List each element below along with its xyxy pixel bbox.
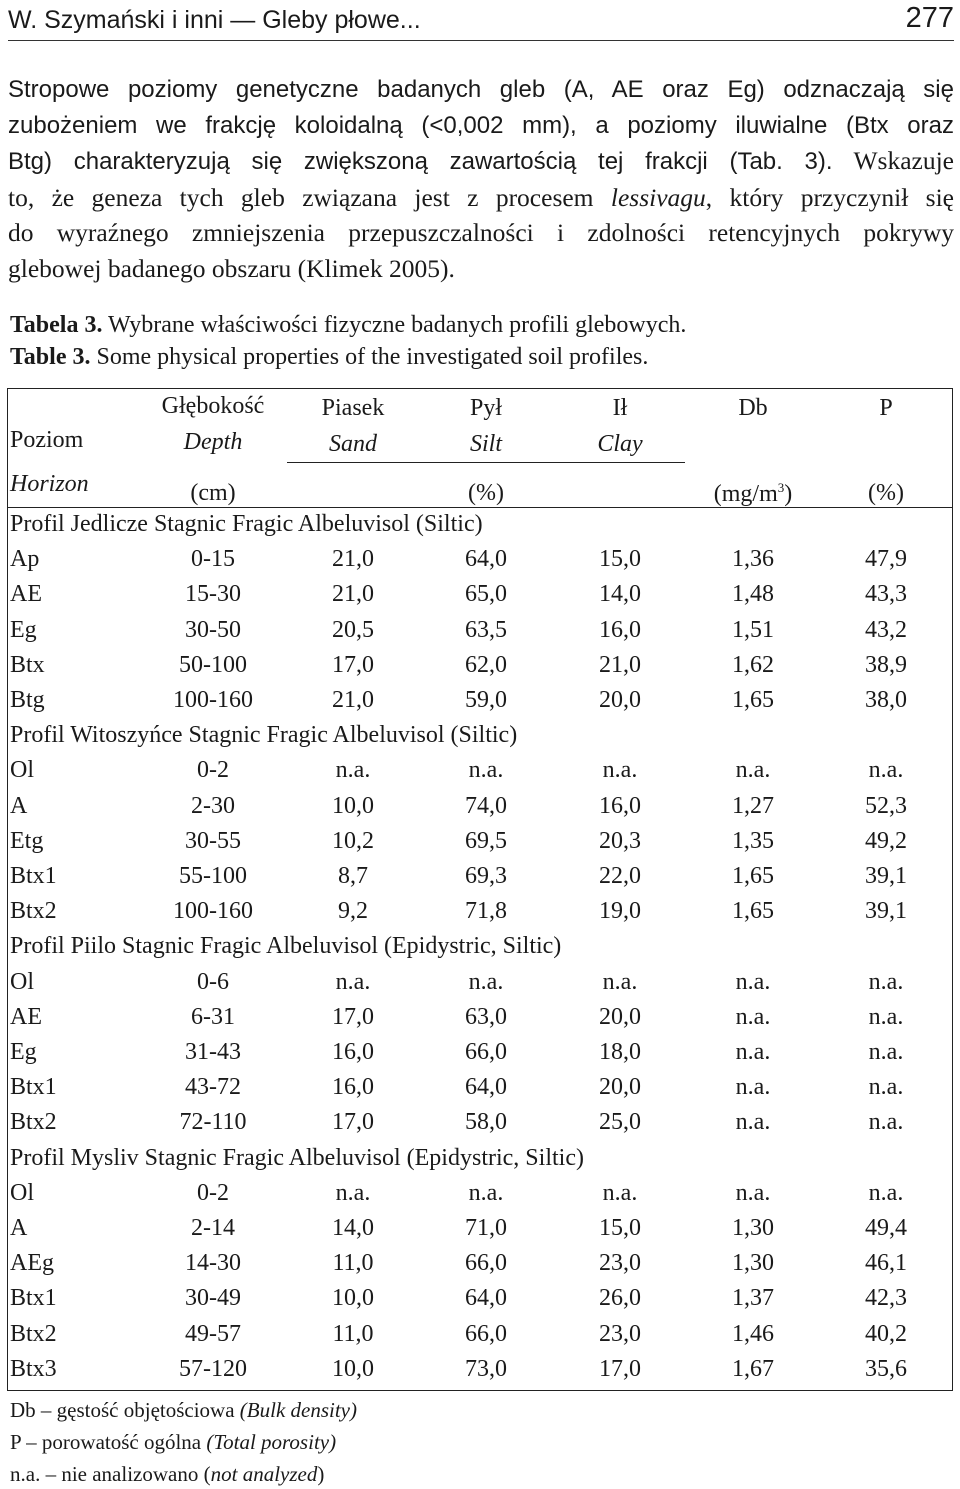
page-number: 277	[905, 2, 954, 34]
cell-sand: n.a.	[335, 968, 371, 995]
cell-db: 1,65	[732, 898, 774, 925]
cell-sand: 21,0	[332, 687, 374, 713]
cell-sand: 17,0	[332, 1003, 374, 1030]
cell-silt: 59,0	[465, 687, 507, 713]
cell-sand: 14,0	[332, 1215, 374, 1241]
cell-horizon: Eg	[10, 616, 37, 643]
cell-db: n.a.	[735, 968, 771, 995]
cell-horizon: Etg	[10, 827, 44, 854]
profile-title: Profil Witoszyńce Stagnic Fragic Albeluvisol (Siltic)	[10, 722, 518, 749]
legend-english: (Total porosity)	[206, 1430, 337, 1454]
running-header	[8, 0, 954, 41]
cell-horizon: Btx1	[10, 863, 57, 889]
cell-sand: 11,0	[332, 1320, 374, 1347]
profile-title: Profil Mysliv Stagnic Fragic Albeluvisol (Epidystric, Siltic)	[10, 1144, 584, 1171]
cell-db: 1,46	[732, 1320, 774, 1347]
cell-porosity: n.a.	[868, 1074, 904, 1101]
cell-clay: 14,0	[599, 581, 641, 608]
header-db-unit-text: (mg/m	[713, 481, 778, 507]
cell-depth: 72-110	[179, 1109, 247, 1136]
header-bottom-rule	[7, 507, 953, 508]
cell-clay: 18,0	[599, 1039, 641, 1065]
cell-porosity: 52,3	[865, 792, 907, 819]
cell-porosity: 49,4	[865, 1215, 907, 1241]
cell-porosity: 35,6	[865, 1355, 907, 1382]
cell-horizon: Btx1	[10, 1074, 57, 1101]
paragraph-line-6: glebowej badanego obszaru (Klimek 2005).	[8, 253, 455, 283]
cell-sand: 10,0	[332, 1285, 374, 1312]
paragraph-line-2: zubożeniem we frakcję koloidalną (<0,002 mm), a poziomy iluwialne (Btx oraz	[8, 111, 954, 139]
cell-db: 1,27	[732, 792, 774, 819]
cell-db: 1,35	[732, 827, 774, 854]
cell-clay: 15,0	[599, 546, 641, 573]
cell-depth: 6-31	[191, 1003, 235, 1030]
cell-depth: 2-14	[191, 1215, 235, 1241]
paragraph-line-4-a: to, że geneza tych gleb związana jest z procesem	[8, 182, 611, 212]
legend-english: (Bulk density)	[239, 1398, 357, 1422]
cell-porosity: 42,3	[865, 1285, 907, 1312]
table-caption-pl	[10, 312, 686, 339]
cell-depth: 100-160	[173, 687, 253, 713]
cell-horizon: AE	[10, 1003, 42, 1030]
cell-depth: 15-30	[185, 581, 241, 608]
cell-horizon: AE	[10, 581, 42, 608]
cell-clay: 17,0	[599, 1355, 641, 1382]
caption-pl-label: Tabela 3.	[10, 312, 103, 338]
cell-silt: 66,0	[465, 1039, 507, 1065]
cell-horizon: Ol	[10, 757, 34, 784]
cell-horizon: Btx2	[10, 1320, 57, 1347]
cell-db: 1,51	[732, 616, 774, 643]
cell-horizon: A	[10, 792, 28, 819]
cell-db: 1,30	[732, 1215, 774, 1241]
cell-sand: 10,2	[332, 827, 374, 854]
cell-horizon: Btx2	[10, 898, 57, 925]
header-silt-pl: Pył	[469, 395, 503, 421]
cell-clay: 20,0	[599, 1003, 641, 1030]
cell-clay: 20,0	[599, 687, 641, 713]
cell-clay: 23,0	[599, 1250, 641, 1277]
cell-sand: 10,0	[332, 1355, 374, 1382]
cell-depth: 0-2	[197, 1179, 229, 1206]
cell-porosity: 46,1	[865, 1250, 907, 1277]
header-silt-en: Silt	[469, 431, 503, 457]
cell-porosity: n.a.	[868, 1109, 904, 1136]
legend-dash: –	[20, 1430, 42, 1454]
cell-porosity: n.a.	[868, 1039, 904, 1065]
legend-dash: –	[35, 1398, 57, 1422]
legend-tail: )	[317, 1462, 325, 1486]
cell-sand: 10,0	[332, 792, 374, 819]
cell-clay: 22,0	[599, 863, 641, 889]
cell-depth: 50-100	[179, 651, 247, 678]
cell-db: 1,30	[732, 1250, 774, 1277]
cell-depth: 57-120	[179, 1355, 247, 1382]
cell-silt: 64,0	[465, 1074, 507, 1101]
cell-depth: 0-6	[197, 968, 229, 995]
cell-silt: 71,0	[465, 1215, 507, 1241]
cell-depth: 49-57	[185, 1320, 241, 1347]
cell-depth: 43-72	[185, 1074, 241, 1101]
cell-sand: 20,5	[332, 616, 374, 643]
cell-silt: 62,0	[465, 651, 507, 678]
cell-clay: 16,0	[599, 616, 641, 643]
cell-horizon: Btx3	[10, 1355, 57, 1382]
caption-en-label: Table 3.	[10, 344, 91, 370]
cell-horizon: Eg	[10, 1039, 37, 1065]
cell-db: n.a.	[735, 757, 771, 784]
cell-depth: 14-30	[185, 1250, 241, 1277]
legend-line	[10, 1462, 324, 1487]
cell-porosity: 43,3	[865, 581, 907, 608]
header-depth-unit: (cm)	[190, 480, 236, 506]
cell-db: 1,67	[732, 1355, 774, 1382]
cell-horizon: Btx	[10, 651, 45, 678]
cell-silt: 66,0	[465, 1250, 507, 1277]
legend-text: gęstość objętościowa	[56, 1398, 240, 1422]
header-p: P	[879, 395, 893, 421]
cell-depth: 30-50	[185, 616, 241, 643]
header-clay-pl: Ił	[612, 395, 628, 421]
paragraph-line-3	[8, 143, 954, 180]
cell-silt: 73,0	[465, 1355, 507, 1382]
caption-pl-text: Wybrane właściwości fizyczne badanych profili glebowych.	[102, 312, 687, 338]
cell-sand: 21,0	[332, 581, 374, 608]
cell-depth: 30-55	[185, 827, 241, 854]
header-db-unit-sup: 3	[777, 480, 785, 495]
cell-silt: 64,0	[465, 1285, 507, 1312]
caption-en-text: Some physical properties of the investigated soil profiles.	[90, 344, 649, 370]
cell-clay: 20,3	[599, 827, 641, 854]
header-horizon-pl: Poziom	[10, 427, 84, 453]
legend-dash: –	[40, 1462, 62, 1486]
cell-clay: 25,0	[599, 1109, 641, 1136]
cell-silt: 65,0	[465, 581, 507, 608]
cell-depth: 30-49	[185, 1285, 241, 1312]
cell-clay: 20,0	[599, 1074, 641, 1101]
cell-db: 1,48	[732, 581, 774, 608]
paragraph-line-3-sans: Btg) charakteryzują się zwiększoną zawartością tej frakcji (Tab. 3).	[8, 148, 833, 175]
legend-text: nie analizowano (	[61, 1462, 211, 1486]
header-fraction-rule	[287, 462, 685, 463]
cell-silt: 64,0	[465, 546, 507, 573]
cell-porosity: 39,1	[865, 863, 907, 889]
cell-silt: 66,0	[465, 1320, 507, 1347]
header-db-unit	[714, 481, 793, 506]
cell-porosity: 47,9	[865, 546, 907, 573]
cell-clay: 19,0	[599, 898, 641, 925]
cell-clay: n.a.	[602, 1179, 638, 1206]
profile-title: Profil Piilo Stagnic Fragic Albeluvisol (Epidystric, Siltic)	[10, 933, 562, 960]
cell-db: 1,37	[732, 1285, 774, 1312]
cell-horizon: A	[10, 1215, 28, 1241]
legend-line	[10, 1430, 336, 1455]
cell-sand: 11,0	[332, 1250, 374, 1277]
cell-porosity: n.a.	[868, 1179, 904, 1206]
cell-db: n.a.	[735, 1109, 771, 1136]
paragraph-line-1: Stropowe poziomy genetyczne badanych gleb (A, AE oraz Eg) odznaczają się	[8, 76, 954, 103]
cell-clay: 16,0	[599, 792, 641, 819]
cell-horizon: Btg	[10, 687, 45, 713]
cell-depth: 31-43	[185, 1039, 241, 1065]
cell-horizon: Btx1	[10, 1285, 57, 1312]
cell-sand: 21,0	[332, 546, 374, 573]
cell-silt: 58,0	[465, 1109, 507, 1136]
legend-text: porowatość ogólna	[41, 1430, 207, 1454]
cell-horizon: AEg	[10, 1250, 54, 1277]
cell-sand: n.a.	[335, 1179, 371, 1206]
cell-silt: 69,3	[465, 863, 507, 889]
cell-clay: n.a.	[602, 968, 638, 995]
paragraph-term-lessivagu: lessivagu	[610, 182, 706, 212]
cell-silt: 63,0	[465, 1003, 507, 1030]
header-depth-en: Depth	[183, 429, 243, 455]
cell-depth: 55-100	[179, 863, 247, 889]
cell-depth: 0-2	[197, 757, 229, 784]
header-sand-pl: Piasek	[321, 395, 385, 421]
header-sand-en: Sand	[329, 431, 377, 457]
cell-silt: 74,0	[465, 792, 507, 819]
cell-clay: n.a.	[602, 757, 638, 784]
header-db: Db	[738, 395, 768, 421]
paragraph-line-5: do wyraźnego zmniejszenia przepuszczalności i zdolności retencyjnych pokrywy	[8, 218, 954, 247]
cell-depth: 100-160	[173, 898, 253, 925]
cell-porosity: 49,2	[865, 827, 907, 854]
cell-db: 1,65	[732, 863, 774, 889]
cell-clay: 26,0	[599, 1285, 641, 1312]
cell-clay: 15,0	[599, 1215, 641, 1241]
cell-sand: 8,7	[338, 863, 368, 889]
legend-key: Db	[10, 1398, 36, 1422]
cell-silt: 71,8	[465, 898, 507, 925]
cell-db: 1,62	[732, 651, 774, 678]
cell-db: 1,36	[732, 546, 774, 573]
cell-silt: 63,5	[465, 616, 507, 643]
header-depth-pl: Głębokość	[161, 393, 265, 419]
cell-depth: 2-30	[191, 792, 235, 819]
cell-silt: n.a.	[468, 968, 504, 995]
cell-porosity: 43,2	[865, 616, 907, 643]
header-p-unit: (%)	[868, 480, 904, 506]
cell-silt: 69,5	[465, 827, 507, 854]
paragraph-line-4-b: , który przyczynił się	[705, 182, 954, 212]
cell-silt: n.a.	[468, 1179, 504, 1206]
cell-porosity: 40,2	[865, 1320, 907, 1347]
cell-porosity: n.a.	[868, 968, 904, 995]
cell-depth: 0-15	[191, 546, 235, 573]
legend-english: not analyzed	[210, 1462, 318, 1486]
cell-db: n.a.	[735, 1039, 771, 1065]
header-horizon-en: Horizon	[10, 471, 89, 497]
legend-line	[10, 1398, 357, 1423]
cell-porosity: 39,1	[865, 898, 907, 925]
cell-porosity: 38,0	[865, 687, 907, 713]
cell-horizon: Btx2	[10, 1109, 57, 1136]
cell-db: n.a.	[735, 1179, 771, 1206]
cell-sand: 16,0	[332, 1039, 374, 1065]
cell-horizon: Ol	[10, 1179, 34, 1206]
cell-porosity: 38,9	[865, 651, 907, 678]
cell-sand: 9,2	[338, 898, 368, 925]
cell-db: n.a.	[735, 1003, 771, 1030]
profile-title: Profil Jedlicze Stagnic Fragic Albeluvisol (Siltic)	[10, 511, 483, 537]
table-caption-en	[10, 344, 648, 371]
cell-horizon: Ap	[10, 546, 40, 573]
cell-clay: 23,0	[599, 1320, 641, 1347]
paragraph-line-4	[8, 180, 954, 216]
legend-key: P	[10, 1430, 21, 1454]
cell-db: n.a.	[735, 1074, 771, 1101]
cell-porosity: n.a.	[868, 757, 904, 784]
cell-sand: 16,0	[332, 1074, 374, 1101]
cell-silt: n.a.	[468, 757, 504, 784]
header-fraction-unit: (%)	[468, 480, 504, 506]
cell-db: 1,65	[732, 687, 774, 713]
cell-porosity: n.a.	[868, 1003, 904, 1030]
cell-sand: n.a.	[335, 757, 371, 784]
body-paragraph	[8, 72, 954, 286]
cell-horizon: Ol	[10, 968, 34, 995]
cell-clay: 21,0	[599, 651, 641, 678]
cell-sand: 17,0	[332, 651, 374, 678]
paragraph-line-3-serif: Wskazuje	[832, 146, 954, 175]
running-title: W. Szymański i inni — Gleby płowe...	[8, 6, 421, 34]
header-clay-en: Clay	[597, 431, 643, 457]
cell-sand: 17,0	[332, 1109, 374, 1136]
legend-key: n.a.	[10, 1462, 41, 1486]
header-db-unit-close: )	[784, 481, 793, 507]
